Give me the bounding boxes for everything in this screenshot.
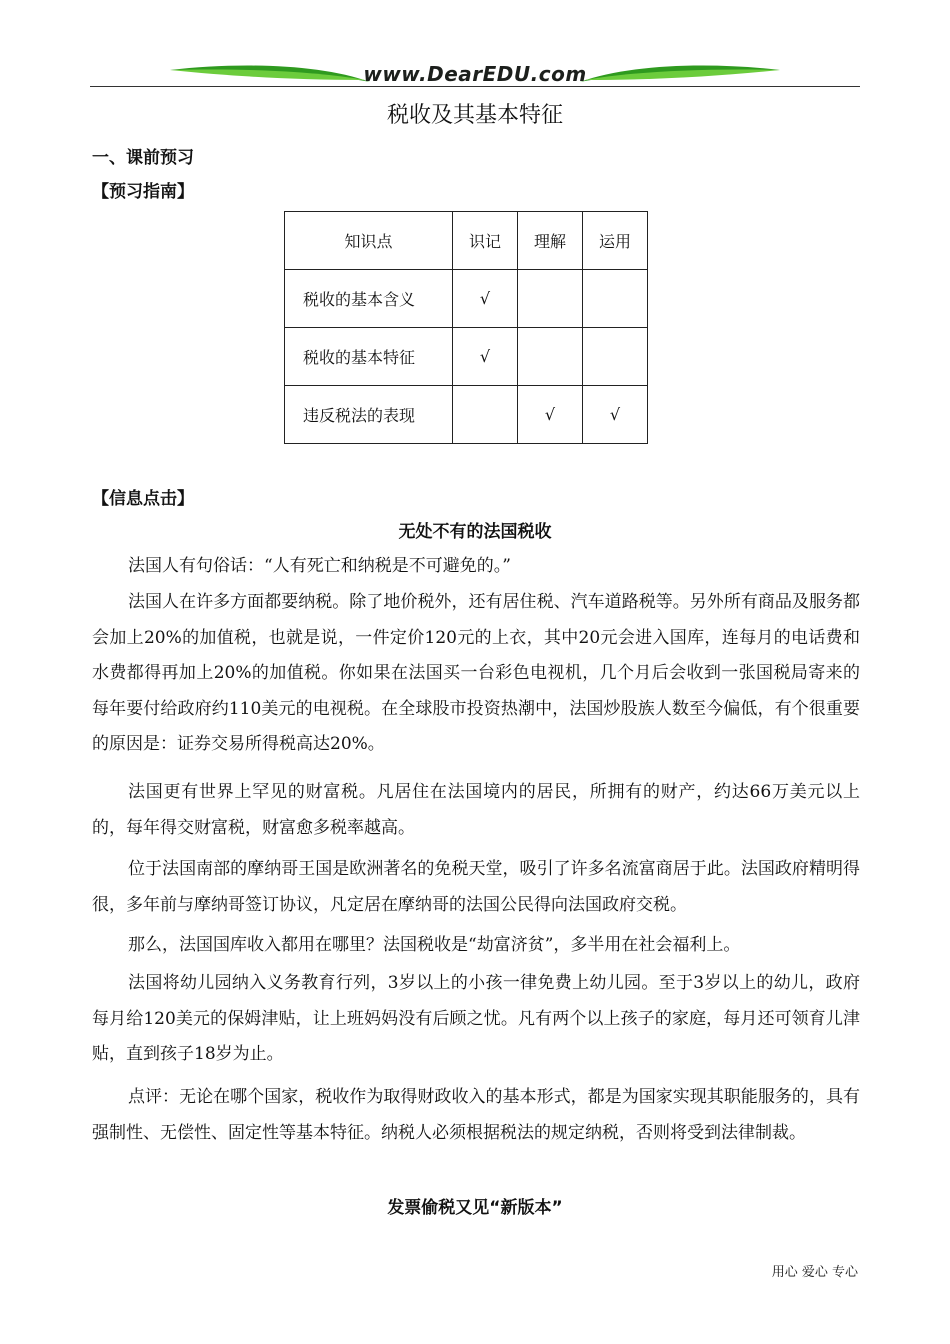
paragraph: 点评：无论在哪个国家，税收作为取得财政收入的基本形式，都是为国家实现其职能服务的，具有强制性、无偿性、固定性等基本特征。纳税人必须根据税法的规定纳税，否则将受到法律制裁。	[92, 1087, 860, 1143]
table-row	[285, 386, 648, 444]
paragraph: 那么，法国国库收入都用在哪里？法国税收是“劫富济贫”，多半用在社会福利上。	[128, 935, 741, 955]
table-header-cell: 识记	[453, 212, 518, 270]
table-cell	[583, 270, 648, 328]
article-title: 发票偷税又见“新版本”	[387, 1198, 563, 1218]
article-title: 无处不有的法国税收	[398, 522, 552, 542]
table-header-row	[285, 212, 648, 270]
study-guide-table	[284, 211, 648, 444]
table-row	[285, 270, 648, 328]
table-cell: √	[453, 270, 518, 328]
table-cell: 违反税法的表现	[285, 386, 453, 444]
table-header-cell: 运用	[583, 212, 648, 270]
paragraph: 法国更有世界上罕见的财富税。凡居住在法国境内的居民，所拥有的财产，约达66万美元以上的，每年得交财富税，财富愈多税率越高。	[92, 782, 860, 838]
table-cell	[518, 270, 583, 328]
table-cell: 税收的基本特征	[285, 328, 453, 386]
paragraph: 位于法国南部的摩纳哥王国是欧洲著名的免税天堂，吸引了许多名流富商居于此。法国政府精明得很，多年前与摩纳哥签订协议，凡定居在摩纳哥的法国公民得向法国政府交税。	[92, 859, 860, 915]
page-title: 税收及其基本特征	[386, 103, 563, 128]
logo-text: www.DearEDU.com	[363, 62, 587, 86]
table-cell	[583, 328, 648, 386]
table-cell	[518, 328, 583, 386]
section-heading: 一、课前预习	[92, 148, 194, 168]
guide-heading: 【预习指南】	[92, 182, 194, 202]
table-cell	[453, 386, 518, 444]
footer-text: 用心 爱心 专心	[771, 1265, 858, 1280]
table-cell: √	[453, 328, 518, 386]
table-cell: √	[518, 386, 583, 444]
table-cell: √	[583, 386, 648, 444]
table-row	[285, 328, 648, 386]
table-header-cell: 知识点	[285, 212, 453, 270]
table-header-cell: 理解	[518, 212, 583, 270]
paragraph: 法国人有句俗话：“人有死亡和纳税是不可避免的。”	[128, 556, 511, 576]
info-heading: 【信息点击】	[92, 489, 194, 509]
table-cell: 税收的基本含义	[285, 270, 453, 328]
paragraph: 法国将幼儿园纳入义务教育行列，3岁以上的小孩一律免费上幼儿园。至于3岁以上的幼儿，政府每月给120美元的保姆津贴，让上班妈妈没有后顾之忧。凡有两个以上孩子的家庭，每月还可领育儿津贴，直到孩子18岁为止。	[92, 973, 860, 1065]
paragraph: 法国人在许多方面都要纳税。除了地价税外，还有居住税、汽车道路税等。另外所有商品及服务都会加上20%的加值税，也就是说，一件定价120元的上衣，其中20元会进入国库，连每月的电话费和水费都得再加上20%的加值税。你如果在法国买一台彩色电视机，几个月后会收到一张国税局寄来的每年要付给政府约110美元的电视税。在全球股市投资热潮中，法国炒股族人数至今偏低，有个很重要的原因是：证券交易所得税高达20%。	[92, 592, 860, 755]
